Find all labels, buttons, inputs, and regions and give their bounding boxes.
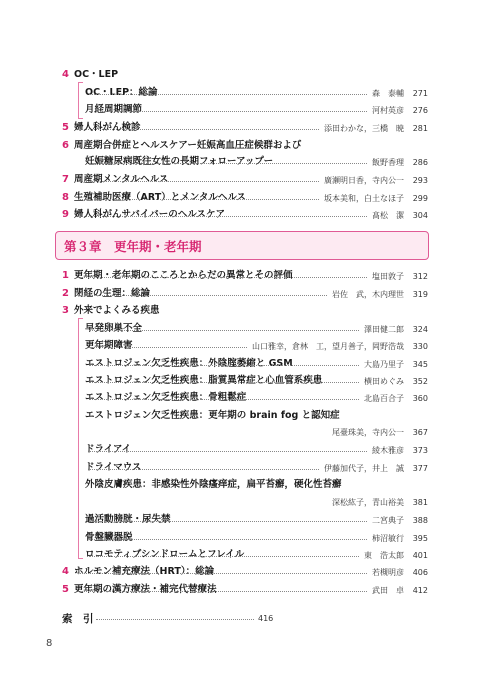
entry-title: エストロジェン欠乏性疾患：脂質異常症と心血管系疾患 xyxy=(85,375,323,386)
entry-title: 周産期合併症とヘルスケアー妊娠高血圧症候群および xyxy=(74,140,302,151)
entry-authors: 尾臺珠美，寺内公一 xyxy=(329,426,404,440)
entry-number: 5 xyxy=(62,122,69,133)
entry-authors: 坂本美和，白土なほ子 xyxy=(321,192,404,206)
toc-entry xyxy=(0,461,480,475)
leader-dots xyxy=(78,216,367,217)
entry-title: 周産期メンタルヘルス xyxy=(74,174,169,185)
section-bracket xyxy=(78,318,83,559)
toc-entry xyxy=(0,86,480,100)
index-page: 416 xyxy=(255,612,273,626)
entry-authors: 添田わかな，三橋 暁 xyxy=(321,122,404,136)
entry-page: 412 xyxy=(412,586,428,595)
entry-number: 7 xyxy=(62,174,69,185)
entry-authors: 二宮典子 xyxy=(369,514,404,528)
leader-dots xyxy=(89,539,367,540)
entry-page: 299 xyxy=(412,194,428,203)
toc-entry xyxy=(0,155,480,169)
entry-page: 304 xyxy=(412,211,428,220)
toc-entry xyxy=(0,208,480,222)
footer-page-number: 8 xyxy=(46,638,53,649)
leader-dots xyxy=(78,573,367,574)
toc-entry xyxy=(0,304,480,318)
entry-number: 2 xyxy=(62,288,69,299)
entry-authors: 横田めぐみ xyxy=(361,375,404,389)
entry-page: 406 xyxy=(412,568,428,577)
entry-authors: 飯野香理 xyxy=(369,156,404,170)
entry-authors: 深松紘子，青山裕美 xyxy=(329,496,404,510)
entry-authors: 澤田健二郎 xyxy=(361,323,404,337)
entry-page: 319 xyxy=(412,290,428,299)
leader-dots xyxy=(89,163,367,164)
entry-authors: 大島乃里子 xyxy=(361,358,404,372)
entry-title: 骨盤臓器脱 xyxy=(85,532,133,543)
entry-number: 9 xyxy=(62,209,69,220)
toc-entry xyxy=(0,425,480,439)
entry-authors: 北島百合子 xyxy=(361,392,404,406)
index-label: 索 引 xyxy=(62,613,94,625)
entry-authors: 森 泰輔 xyxy=(369,87,404,101)
leader-dots xyxy=(89,451,367,452)
entry-title: 過活動膀胱・尿失禁 xyxy=(85,514,171,525)
entry-title: 外来でよくみる疾患 xyxy=(74,305,160,316)
entry-authors: 廣瀬明日香，寺内公一 xyxy=(321,174,404,188)
entry-title: OC・LEP xyxy=(74,69,119,80)
entry-title: 妊娠糖尿病既往女性の長期フォローアップー xyxy=(85,156,274,167)
entry-page: 345 xyxy=(412,360,428,369)
entry-title: エストロジェン欠乏性疾患：外陰腟萎縮と GSM xyxy=(85,358,293,369)
toc-entry xyxy=(0,565,480,579)
entry-title: 婦人科がんサバイバーのヘルスケア xyxy=(74,209,225,220)
toc-entry xyxy=(0,287,480,301)
leader-dots xyxy=(78,591,367,592)
toc-entry xyxy=(0,513,480,527)
leader-dots xyxy=(89,365,359,366)
entry-page: 330 xyxy=(412,342,428,351)
chapter-title: 第３章 更年期・老年期 xyxy=(64,239,202,254)
leader-dots xyxy=(89,399,359,400)
entry-number: 6 xyxy=(62,140,69,151)
entry-page: 324 xyxy=(412,325,428,334)
toc-entry xyxy=(0,322,480,336)
toc-entry xyxy=(0,103,480,117)
entry-page: 271 xyxy=(412,89,428,98)
entry-number: 4 xyxy=(62,69,69,80)
entry-title: ロコモティブシンドロームとフレイル xyxy=(85,549,245,560)
entry-number: 4 xyxy=(62,566,69,577)
leader-dots xyxy=(89,469,319,470)
entry-page: 312 xyxy=(412,272,428,281)
leader-dots xyxy=(89,556,359,557)
leader-dots xyxy=(89,382,359,383)
entry-authors: 塩田敦子 xyxy=(369,270,404,284)
entry-authors: 髙松 潔 xyxy=(369,209,404,223)
section-bracket xyxy=(78,82,83,119)
entry-title: OC・LEP：総論 xyxy=(85,87,158,98)
entry-title: エストロジェン欠乏性疾患：更年期の brain fog と認知症 xyxy=(85,410,340,421)
entry-page: 281 xyxy=(412,124,428,133)
toc-entry xyxy=(0,391,480,405)
chapter-heading xyxy=(55,231,429,260)
toc-entry xyxy=(0,495,480,509)
entry-authors: 柿沼敏行 xyxy=(369,532,404,546)
entry-number: 3 xyxy=(62,305,69,316)
entry-page: 401 xyxy=(412,551,428,560)
toc-entry xyxy=(0,443,480,457)
leader-dots xyxy=(89,330,359,331)
entry-page: 352 xyxy=(412,377,428,386)
toc-entry xyxy=(0,548,480,562)
entry-title: 更年期障害 xyxy=(85,340,133,351)
leader-dots xyxy=(78,295,327,296)
entry-number: 1 xyxy=(62,270,69,281)
toc-entry xyxy=(0,339,480,353)
leader-dots xyxy=(78,199,319,200)
leader-dots xyxy=(78,129,319,130)
leader-dots xyxy=(89,347,247,348)
entry-authors: 河村英彦 xyxy=(369,104,404,118)
toc-entry xyxy=(0,139,480,153)
entry-page: 377 xyxy=(412,464,428,473)
entry-page: 286 xyxy=(412,158,428,167)
toc-entry xyxy=(0,531,480,545)
toc-entry xyxy=(0,121,480,135)
entry-page: 367 xyxy=(412,428,428,437)
toc-entry xyxy=(0,269,480,283)
entry-page: 360 xyxy=(412,394,428,403)
entry-page: 276 xyxy=(412,106,428,115)
leader-dots xyxy=(78,277,367,278)
toc-entry xyxy=(0,374,480,388)
entry-title: ホルモン補充療法（HRT）：総論 xyxy=(74,566,215,577)
entry-authors: 岩佐 武，木内理世 xyxy=(329,288,404,302)
entry-title: 婦人科がん検診 xyxy=(74,122,141,133)
entry-authors: 武田 卓 xyxy=(369,584,404,598)
entry-page: 388 xyxy=(412,516,428,525)
toc-entry xyxy=(0,68,480,82)
entry-authors: 東 浩太郎 xyxy=(361,549,404,563)
entry-authors: 綾木雅彦 xyxy=(369,444,404,458)
entry-page: 381 xyxy=(412,498,428,507)
entry-authors: 若槻明彦 xyxy=(369,566,404,580)
leader-dots xyxy=(89,111,367,112)
toc-entry xyxy=(0,191,480,205)
toc-entry xyxy=(0,583,480,597)
entry-number: 8 xyxy=(62,192,69,203)
toc-entry xyxy=(0,478,480,492)
entry-title: 月経周期調節 xyxy=(85,104,143,115)
index-leader-dots xyxy=(96,619,254,620)
entry-title: 生殖補助医療（ART）とメンタルヘルス xyxy=(74,192,247,203)
entry-number: 5 xyxy=(62,584,69,595)
entry-title: 更年期の漢方療法・補完代替療法 xyxy=(74,584,217,595)
entry-page: 395 xyxy=(412,534,428,543)
leader-dots xyxy=(78,181,319,182)
entry-title: 早発卵巣不全 xyxy=(85,323,143,334)
entry-title: ドライアイ xyxy=(85,444,132,455)
entry-title: エストロジェン欠乏性疾患：骨粗鬆症 xyxy=(85,392,247,403)
toc-entry xyxy=(0,173,480,187)
leader-dots xyxy=(89,94,367,95)
entry-title: ドライマウス xyxy=(85,462,142,473)
entry-title: 更年期・老年期のこころとからだの異常とその評価 xyxy=(74,270,293,281)
entry-authors: 山口雅幸，倉林 工，望月善子，岡野浩哉 xyxy=(249,340,404,354)
entry-page: 373 xyxy=(412,446,428,455)
entry-title: 閉経の生理：総論 xyxy=(74,288,151,299)
leader-dots xyxy=(89,521,367,522)
toc-entry xyxy=(0,357,480,371)
entry-title: 外陰皮膚疾患：非感染性外陰瘙痒症，扁平苔癬，硬化性苔癬 xyxy=(85,479,342,490)
entry-page: 293 xyxy=(412,176,428,185)
entry-authors: 伊藤加代子，井上 誠 xyxy=(321,462,404,476)
toc-entry xyxy=(0,409,480,423)
